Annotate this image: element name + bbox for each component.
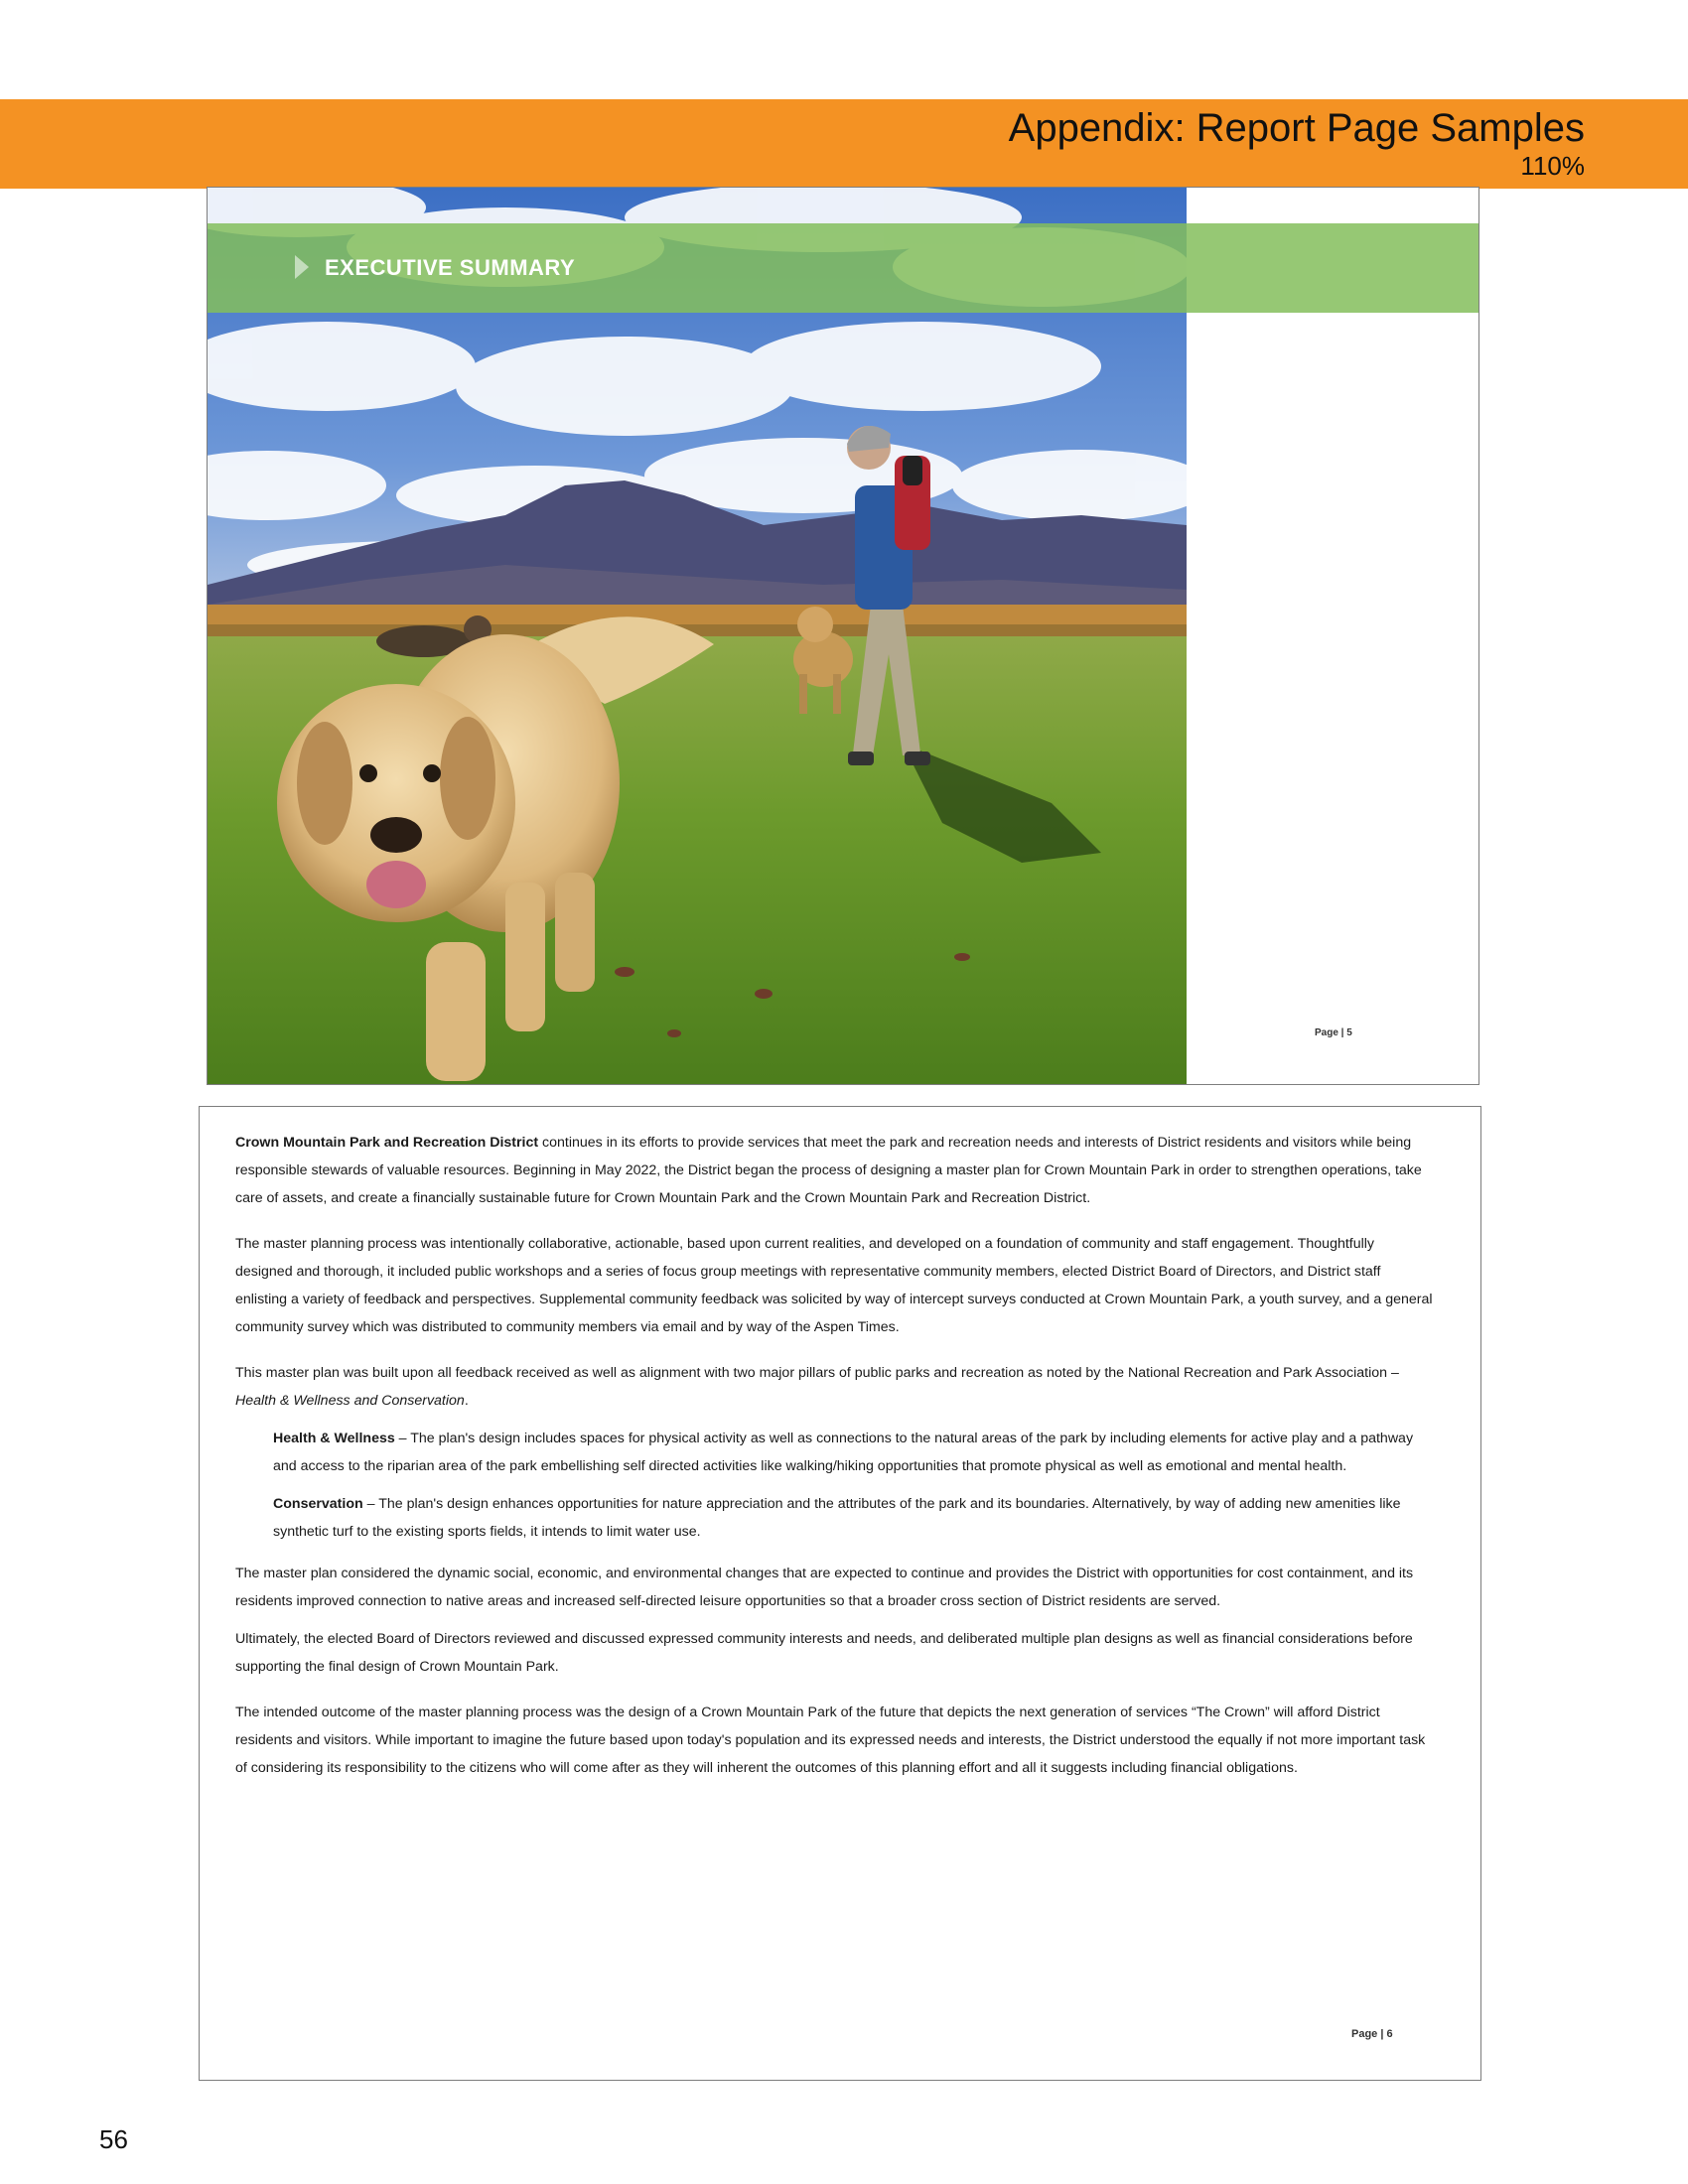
paragraph: [235, 1230, 1433, 1341]
chevron-right-icon: [295, 255, 309, 279]
paragraph: [235, 1699, 1433, 1782]
paragraph: [235, 1359, 1433, 1415]
body-text: [235, 1129, 1433, 1800]
park-photo-dogs-and-hiker: [208, 188, 1187, 1085]
pillar-text: – The plan's design enhances opportunities for nature appreciation and the attributes of the park and its boundaries. Alternatively, by way of adding new amenities like synthetic turf to the existing sports fields, it intends to limit water use.: [273, 1496, 1401, 1540]
paragraph-text: Ultimately, the elected Board of Directors reviewed and discussed expressed community interests and needs, and deliberated multiple plan designs as well as financial considerations before supporting the final design of Crown Mountain Park.: [235, 1631, 1413, 1675]
section-title: EXECUTIVE SUMMARY: [325, 255, 576, 280]
pillar-health-wellness: [273, 1425, 1433, 1480]
pillar-lead: Conservation: [273, 1496, 363, 1512]
paragraph-tail: .: [464, 1393, 469, 1409]
paragraph-text: continues in its efforts to provide services that meet the park and recreation needs and interests of District residents and visitors while being responsible stewards of valuable resources. Beginning in May 2022, the District began the process of designing a master plan for Crown Mountain Park in order to strengthen operations, take care of assets, and create a financially sustainable future for Crown Mountain Park and the Crown Mountain Park and Recreation District.: [235, 1135, 1422, 1206]
paragraph-text: The master plan considered the dynamic social, economic, and environmental changes that are expected to continue and provides the District with opportunities for cost containment, and its residents improved connection to native areas and increased self-directed leisure opportunities so that a broader cross section of District residents are served.: [235, 1566, 1414, 1609]
paragraph-text: This master plan was built upon all feedback received as well as alignment with two major pillars of public parks and recreation as noted by the National Recreation and Park Association –: [235, 1365, 1399, 1381]
zoom-label: 110%: [1520, 151, 1585, 181]
pillar-conservation: [273, 1490, 1433, 1546]
section-banner: [208, 223, 1479, 313]
pillar-text: – The plan's design includes spaces for physical activity as well as connections to the natural areas of the park by including elements for active play and a pathway and access to the riparian area of the park embellishing self directed activities like walking/hiking opportunities that promote physical as well as emotional and mental health.: [273, 1431, 1414, 1474]
sample-page-number: Page | 5: [1315, 1027, 1352, 1038]
paragraph: [235, 1560, 1433, 1615]
paragraph-italic: Health & Wellness and Conservation: [235, 1393, 465, 1409]
sample-page-number: Page | 6: [1351, 2028, 1393, 2040]
report-page-sample-executive-summary: [207, 187, 1479, 1085]
paragraph-lead: Crown Mountain Park and Recreation District: [235, 1135, 539, 1151]
report-page-sample-text: [199, 1106, 1481, 2081]
paragraph: [235, 1625, 1433, 1681]
paragraph: [235, 1129, 1433, 1212]
pillar-lead: Health & Wellness: [273, 1431, 395, 1446]
page-title: Appendix: Report Page Samples: [1008, 106, 1585, 150]
paragraph-text: The master planning process was intentionally collaborative, actionable, based upon current realities, and developed on a foundation of community and staff engagement. Thoughtfully designed and thorough, it included public workshops and a series of focus group meetings with representative community members, elected District Board of Directors, and District staff enlisting a variety of feedback and perspectives. Supplemental community feedback was solicited by way of intercept surveys conducted at Crown Mountain Park, a youth survey, and a general community survey which was distributed to community members via email and by way of the Aspen Times.: [235, 1236, 1433, 1335]
paragraph-text: The intended outcome of the master planning process was the design of a Crown Mountain Park of the future that depicts the next generation of services “The Crown” will afford District residents and visitors. While important to imagine the future based upon today's population and its expressed needs and interests, the District understood the equally if not more important task of considering its responsibility to the citizens who will come after as they will inherent the outcomes of this planning effort and all it suggests including financial obligations.: [235, 1705, 1426, 1776]
page-number: 56: [99, 2124, 128, 2154]
